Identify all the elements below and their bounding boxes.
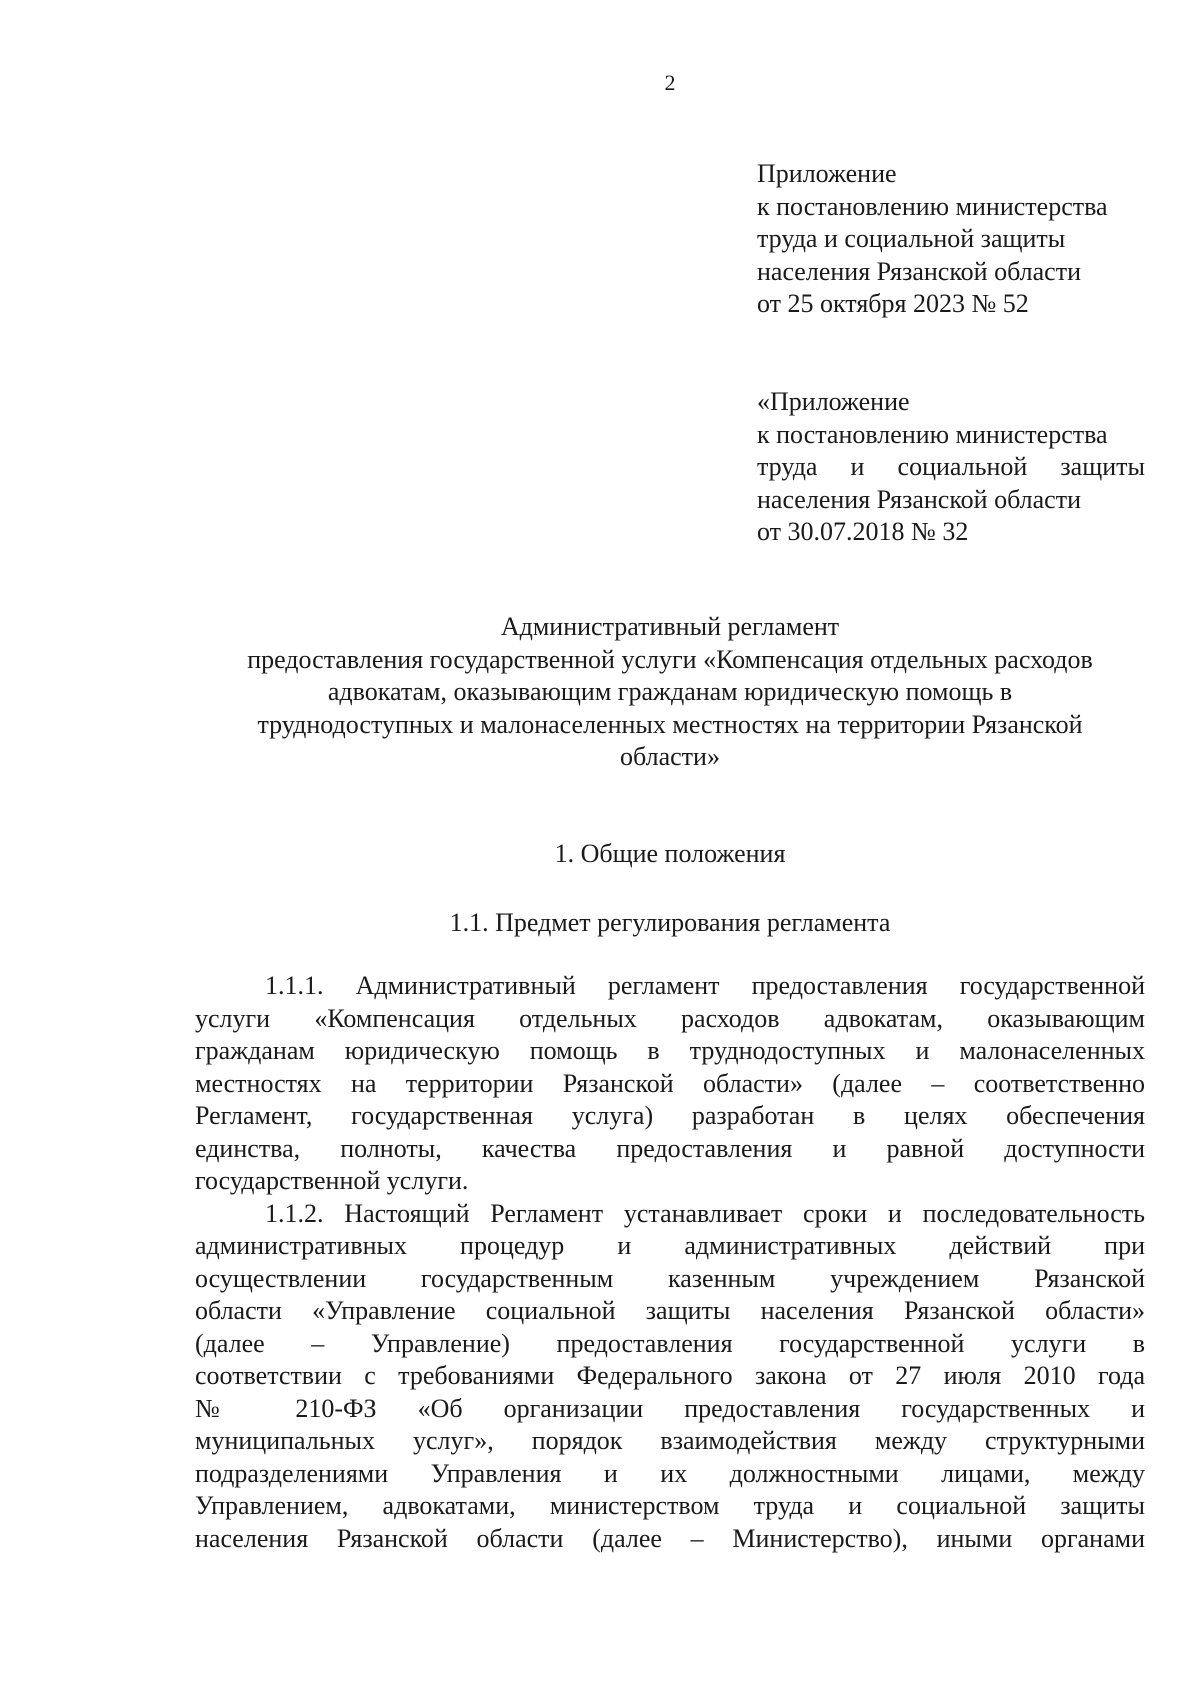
title-line: адвокатам, оказывающим гражданам юридическую помощь в bbox=[327, 677, 1013, 706]
title-line: области» bbox=[620, 742, 720, 771]
paragraph-1-1-1-line: Регламент, государственная услуга) разработан в целях обеспечения bbox=[195, 1101, 1145, 1130]
section-heading-general: 1. Общие положения bbox=[554, 839, 786, 868]
paragraph-1-1-1-line: государственной услуги. bbox=[195, 1166, 469, 1195]
title-line: предоставления государственной услуги «Компенсация отдельных расходов bbox=[247, 644, 1093, 674]
paragraph-1-1-1-line: единства, полноты, качества предоставления и равной доступности bbox=[195, 1133, 1145, 1163]
appendix-original-line: к постановлению министерства bbox=[757, 419, 1108, 449]
appendix-current-line: от 25 октября 2023 № 52 bbox=[757, 289, 1029, 318]
appendix-original-line: от 30.07.2018 № 32 bbox=[757, 517, 969, 546]
paragraph-1-1-1-line: 1.1.1. Административный регламент предоставления государственной bbox=[265, 971, 1145, 1000]
appendix-current-header bbox=[757, 158, 1157, 321]
appendix-current-line: Приложение bbox=[757, 159, 897, 188]
paragraph-1-1-2-line: административных процедур и административных действий при bbox=[195, 1231, 1145, 1260]
title-line: Административный регламент bbox=[500, 612, 840, 641]
paragraph-1-1-2-line: муниципальных услуг», порядок взаимодействия между структурными bbox=[195, 1426, 1145, 1455]
paragraph-1-1-1-line: гражданам юридическую помощь в труднодоступных и малонаселенных bbox=[195, 1036, 1145, 1065]
appendix-original-header bbox=[757, 386, 1157, 549]
appendix-original-line: населения Рязанской области bbox=[757, 484, 1081, 514]
paragraph-1-1-2-line: Управлением, адвокатами, министерством труда и социальной защиты bbox=[195, 1491, 1145, 1520]
appendix-original-line: труда и социальной защиты bbox=[757, 452, 1145, 481]
paragraph-1-1-2-line: № 210-ФЗ «Об организации предоставления государственных и bbox=[195, 1393, 1145, 1423]
paragraph-1-1-2-line: населения Рязанской области (далее – Министерство), иными органами bbox=[195, 1523, 1145, 1553]
document-title bbox=[160, 611, 1180, 774]
paragraph-1-1-2-line: осуществлении государственным казенным учреждением Рязанской bbox=[195, 1263, 1145, 1293]
appendix-current-line: населения Рязанской области bbox=[757, 256, 1081, 286]
paragraph-1-1-2-line: (далее – Управление) предоставления государственной услуги в bbox=[195, 1328, 1145, 1358]
title-line: труднодоступных и малонаселенных местностях на территории Рязанской bbox=[257, 709, 1083, 739]
section-heading-subject: 1.1. Предмет регулирования регламента bbox=[449, 908, 891, 937]
paragraph-1-1-2-line: области «Управление социальной защиты населения Рязанской области» bbox=[195, 1296, 1145, 1325]
paragraph-1-1-1-line: местностях на территории Рязанской области» (далее – соответственно bbox=[195, 1068, 1145, 1098]
paragraph-1-1-2-line: соответствии с требованиями Федерального закона от 27 июля 2010 года bbox=[195, 1361, 1145, 1390]
appendix-original-line: «Приложение bbox=[757, 387, 910, 416]
paragraph-1-1-2-line: 1.1.2. Настоящий Регламент устанавливает сроки и последовательность bbox=[265, 1198, 1145, 1228]
paragraph-1-1-1-line: услуги «Компенсация отдельных расходов адвокатам, оказывающим bbox=[195, 1003, 1145, 1033]
appendix-current-line: к постановлению министерства bbox=[757, 191, 1108, 221]
appendix-current-line: труда и социальной защиты bbox=[757, 224, 1066, 253]
paragraph-1-1-2-line: подразделениями Управления и их должностными лицами, между bbox=[195, 1458, 1145, 1488]
body-text bbox=[195, 970, 1145, 1555]
page-number: 2 bbox=[664, 70, 676, 95]
